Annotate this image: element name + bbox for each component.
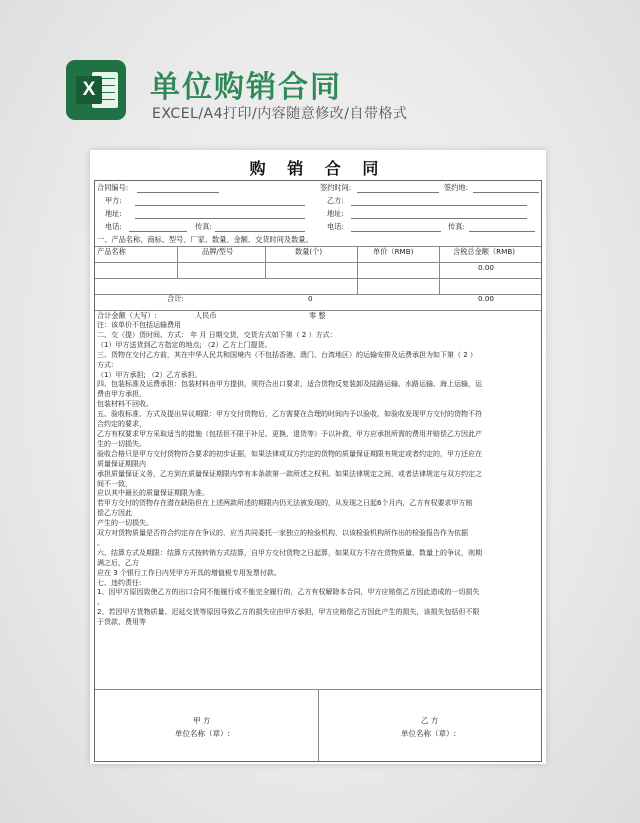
- address-b-field[interactable]: [351, 218, 527, 219]
- fax-a-field[interactable]: [215, 231, 305, 232]
- contract-no-label: 合同编号:: [97, 183, 129, 192]
- contract-title: 购 销 合 同: [249, 159, 387, 178]
- sum-quantity[interactable]: 0: [308, 294, 313, 303]
- clause-line: 费由甲方承担，: [97, 390, 146, 399]
- phone-b-label: 电话:: [327, 222, 344, 231]
- clause-line: 产生的一切损失。: [97, 519, 153, 528]
- seal-b-label[interactable]: 单位名称（章）:: [401, 729, 457, 738]
- seal-a-label[interactable]: 单位名称（章）:: [175, 729, 231, 738]
- party-b-label: 乙方:: [327, 196, 344, 205]
- clause-line: 生的一切损失。: [97, 439, 146, 448]
- section-1-heading: 一、产品名称、商标、型号、厂家、数量、金额、交货时间及数量。: [97, 235, 313, 244]
- clause-line: 。: [97, 598, 104, 607]
- table-row-line: [95, 294, 541, 295]
- table-col-line: [357, 246, 358, 294]
- fax-b-field[interactable]: [469, 231, 535, 232]
- sum-total[interactable]: 0.00: [478, 294, 495, 303]
- sign-time-label: 签约时间:: [320, 183, 352, 192]
- excel-x-letter: X: [76, 76, 102, 104]
- page-title: 单位购销合同: [150, 70, 342, 105]
- phone-a-field[interactable]: [129, 231, 187, 232]
- amount-currency: 人民币: [195, 311, 217, 320]
- clause-line: 2、若因甲方货物质量、迟延交货等原因导致乙方的损失应由甲方承担，甲方应赔偿乙方因此产生的损失，该损失包括但不限: [97, 608, 480, 617]
- fax-a-label: 传真:: [195, 222, 212, 231]
- clause-line: 间不一致，: [97, 479, 132, 488]
- col-product-name: 产品名称: [97, 247, 126, 256]
- clause-line: 于货款、费用等: [97, 618, 146, 627]
- sign-party-b: 乙 方: [421, 716, 439, 725]
- clause-line: 合约定的要求，: [97, 420, 146, 429]
- clause-line: 应以其中最长的质量保证期限为准。: [97, 489, 209, 498]
- clause-line: 若甲方交付的货物存在潜在缺陷但在上述两款所述的期限内仍无法被发现的，从发现之日起6个月内，乙方有权要求甲方赔: [97, 499, 473, 508]
- address-a-field[interactable]: [135, 218, 305, 219]
- table-col-line: [439, 246, 440, 294]
- clause-line: 质量保证期限内: [97, 459, 146, 468]
- clause-line: 方式:: [97, 360, 114, 369]
- col-total-amount: 含税总金额（RMB): [453, 247, 516, 256]
- page-subtitle: EXCEL/A4打印/内容随意修改/自带格式: [152, 106, 408, 122]
- clause-line: 偿乙方因此: [97, 509, 132, 518]
- sign-place-field[interactable]: [473, 192, 539, 193]
- table-row-line: [95, 278, 541, 279]
- fax-b-label: 传真:: [448, 222, 465, 231]
- phone-b-field[interactable]: [351, 231, 441, 232]
- signature-divider: [318, 689, 319, 761]
- contract-clauses: [97, 321, 537, 628]
- clause-line: 三、货物在交付乙方前，其在中华人民共和国境内（不包括香港、澳门、台湾地区）的运输安排及运费承担为如下第（ 2 ）: [97, 350, 477, 359]
- clause-line: 七、违约责任:: [97, 578, 142, 587]
- clause-line: 乙方有权要求甲方采取适当的措施（包括但不限于补足、更换、退货等）予以补救，甲方应承担所需的费用并赔偿乙方因此产: [97, 429, 482, 438]
- col-quantity: 数量(个): [295, 247, 323, 256]
- clause-line: 四、包装标准及运费承担：包装材料由甲方提供，须符合出口要求，适合货物反复装卸及陆路运输、水路运输、海上运输，运: [97, 380, 482, 389]
- clause-line: 满之后，乙方: [97, 558, 139, 567]
- party-a-field[interactable]: [135, 205, 305, 206]
- clause-line: 应在 3 个银行工作日内凭甲方开具的增值税专用发票付款。: [97, 568, 281, 577]
- table-col-line: [177, 246, 178, 278]
- clause-line: 双方对货物质量是否符合约定存在争议的，应当共同委托一家独立的检验机构，以该检验机构所作出的检验报告作为依据: [97, 529, 468, 538]
- clause-line: （1）甲方承担; （2）乙方承担。: [97, 370, 202, 379]
- clause-line: 。: [97, 538, 104, 547]
- address-a-label: 地址:: [105, 209, 122, 218]
- address-b-label: 地址:: [327, 209, 344, 218]
- amount-words-label: 合计金额（大写）:: [97, 311, 157, 320]
- sum-label: 合计:: [167, 294, 184, 303]
- clause-line: 包装材料不回收。: [97, 400, 153, 409]
- col-brand-model: 品牌/型号: [202, 247, 234, 256]
- sign-place-label: 签约地:: [444, 183, 468, 192]
- col-unit-price: 单价（RMB): [373, 247, 414, 256]
- excel-logo-icon: [66, 60, 126, 120]
- party-b-field[interactable]: [351, 205, 527, 206]
- contract-document: [90, 150, 546, 764]
- contract-frame: [94, 180, 542, 762]
- amount-words-value[interactable]: 零 整: [309, 311, 326, 320]
- clause-line: 1、因甲方原因致使乙方的出口合同不能履行或不能完全履行的，乙方有权解除本合同，甲方应赔偿乙方因此造成的一切损失: [97, 588, 480, 597]
- clause-line: 验收合格只是甲方交付货物符合要求的初步证据，如果法律或双方约定的货物的质量保证期限有规定或者约定的，甲方还应在: [97, 449, 482, 458]
- party-a-label: 甲方:: [105, 196, 122, 205]
- clause-line: 五、验收标准、方式及提出异议期限：甲方交付货物后，乙方需要在合理的时间内予以验收，如验收发现甲方交付的货物不符: [97, 410, 482, 419]
- sign-time-field[interactable]: [357, 192, 439, 193]
- clause-line: 二、交（提）货时间、方式： 年 月 日期交货，交货方式如下第（ 2 ）方式：: [97, 330, 337, 339]
- row1-total[interactable]: 0.00: [478, 263, 495, 272]
- contract-no-field[interactable]: [137, 192, 219, 193]
- clause-line: 注：该单价不包括运输费用: [97, 321, 181, 329]
- table-row-line: [95, 262, 541, 263]
- table-col-line: [265, 246, 266, 278]
- clause-line: （1）甲方送货到乙方指定的地点; （2）乙方上门提货。: [97, 340, 272, 349]
- clause-line: 承担质量保证义务，乙方到在质量保证期限内享有本条款第一款所述之权利。如果法律规定之间，或者法律规定与双方约定之: [97, 469, 482, 478]
- clause-line: 六、结算方式及期限：结算方式按转销方式结算，自甲方交付货物之日起算，如果双方不存在货物质量、数量上的争议，则期: [97, 548, 482, 557]
- phone-a-label: 电话:: [105, 222, 122, 231]
- sign-party-a: 甲 方: [193, 716, 211, 725]
